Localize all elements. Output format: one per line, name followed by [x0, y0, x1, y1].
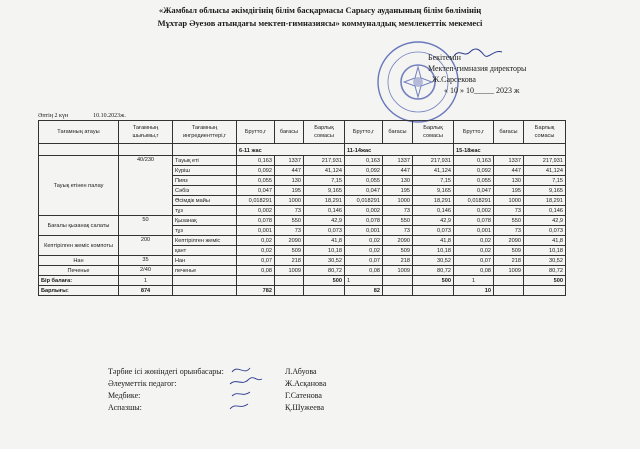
col-dish: Тағамның атауы: [39, 121, 119, 144]
cell-brutto: 0,018291: [454, 196, 494, 206]
cell-price: 73: [275, 206, 304, 216]
total-c2: 82: [345, 286, 383, 296]
cell-total: 217,931: [524, 156, 566, 166]
per-child-label: Бір балаға:: [39, 276, 119, 286]
cell-brutto: 0,08: [454, 266, 494, 276]
cell-total: 80,72: [413, 266, 454, 276]
cell-total: 30,52: [413, 256, 454, 266]
cell-price: 447: [383, 166, 413, 176]
dish-name: Кептірілген жеміс компоты: [39, 236, 119, 256]
cell-brutto: 0,092: [454, 166, 494, 176]
menu-date: 10.10.2023ж.: [93, 113, 126, 119]
col-total-1: Барлық сомасы: [304, 121, 345, 144]
col-price-1: бағасы: [275, 121, 304, 144]
col-brutto-3: Брутто,г: [454, 121, 494, 144]
cell-total: 41,124: [524, 166, 566, 176]
ingredient-name: Нан: [173, 256, 237, 266]
cell-brutto: 0,018291: [345, 196, 383, 206]
total-c3: 10: [454, 286, 494, 296]
table-body: [39, 156, 566, 276]
cell-total: 0,073: [304, 226, 345, 236]
cell-brutto: 0,02: [237, 246, 275, 256]
staff-name: Л.Абуова: [285, 367, 317, 376]
header-line-1: «Жамбыл облысы әкімдігінің білім басқармасы Сарысу ауданының білім бөлімінің: [158, 5, 482, 15]
cell-brutto: 0,055: [454, 176, 494, 186]
col-price-2: бағасы: [383, 121, 413, 144]
cell-price: 1000: [383, 196, 413, 206]
cell-brutto: 0,047: [345, 186, 383, 196]
ingredient-name: Сәбіз: [173, 186, 237, 196]
col-brutto-1: Брутто,г: [237, 121, 275, 144]
cell-total: 0,146: [304, 206, 345, 216]
approval-title: Бекітемін: [428, 53, 461, 62]
cell-total: 41,124: [413, 166, 454, 176]
cell-total: 10,18: [413, 246, 454, 256]
cell-total: 41,8: [413, 236, 454, 246]
cell-brutto: 0,163: [237, 156, 275, 166]
cell-price: 73: [383, 206, 413, 216]
staff-signatures-icon: [228, 364, 268, 414]
per-child-t1: 500: [304, 276, 345, 286]
cell-brutto: 0,047: [237, 186, 275, 196]
cell-total: 80,72: [304, 266, 345, 276]
cell-brutto: 0,055: [345, 176, 383, 186]
cell-price: 1009: [494, 266, 524, 276]
cell-price: 550: [494, 216, 524, 226]
staff-title: Әлеуметтік педагог:: [108, 379, 177, 388]
cell-price: 130: [275, 176, 304, 186]
total-row: [39, 286, 566, 296]
cell-price: 509: [494, 246, 524, 256]
cell-total: 41,8: [304, 236, 345, 246]
cell-brutto: 0,002: [454, 206, 494, 216]
cell-brutto: 0,07: [454, 256, 494, 266]
ingredient-name: печенье: [173, 266, 237, 276]
total-label: Барлығы:: [39, 286, 119, 296]
cell-price: 73: [494, 206, 524, 216]
ingredient-name: Қызанақ: [173, 216, 237, 226]
ingredient-name: Тауық еті: [173, 156, 237, 166]
approval-block: [428, 52, 526, 96]
total-portion: 874: [119, 286, 173, 296]
table-row: [39, 156, 566, 166]
staff-name: Қ.Шужеева: [285, 403, 325, 412]
cell-total: 9,165: [304, 186, 345, 196]
cell-total: 41,124: [304, 166, 345, 176]
cell-total: 41,8: [524, 236, 566, 246]
cell-price: 1009: [275, 266, 304, 276]
age-group-2: 11-14жас: [345, 144, 454, 156]
approval-position: Мектеп-гимназия директоры: [428, 64, 527, 73]
cell-price: 550: [383, 216, 413, 226]
cell-price: 2090: [494, 236, 524, 246]
cell-total: 18,291: [524, 196, 566, 206]
cell-price: 218: [383, 256, 413, 266]
cell-price: 1337: [275, 156, 304, 166]
dish-portion: 35: [119, 256, 173, 266]
dish-name: Нан: [39, 256, 119, 266]
cell-brutto: 0,163: [345, 156, 383, 166]
ingredient-name: Өсімдік майы: [173, 196, 237, 206]
cell-total: 9,165: [413, 186, 454, 196]
cell-total: 0,073: [413, 226, 454, 236]
table-row: [39, 236, 566, 246]
cell-total: 10,18: [304, 246, 345, 256]
cell-total: 7,15: [304, 176, 345, 186]
col-price-3: бағасы: [494, 121, 524, 144]
cell-price: 509: [275, 246, 304, 256]
staff-titles: [108, 366, 224, 414]
cell-brutto: 0,02: [454, 246, 494, 256]
cell-price: 2090: [275, 236, 304, 246]
cell-total: 0,146: [524, 206, 566, 216]
col-portion: Тағамның шығымы,г: [119, 121, 173, 144]
per-child-t3: 500: [524, 276, 566, 286]
cell-brutto: 0,001: [237, 226, 275, 236]
document-header: [100, 4, 540, 30]
approval-name: Ж.Сарсекова: [432, 75, 476, 84]
cell-total: 10,18: [524, 246, 566, 256]
cell-brutto: 0,02: [345, 246, 383, 256]
cell-total: 80,72: [524, 266, 566, 276]
cell-price: 218: [494, 256, 524, 266]
cell-brutto: 0,163: [454, 156, 494, 166]
staff-title: Аспазшы:: [108, 403, 142, 412]
cell-brutto: 0,078: [454, 216, 494, 226]
cell-brutto: 0,018291: [237, 196, 275, 206]
cell-price: 218: [275, 256, 304, 266]
menu-day: Әптің 2 күн: [38, 113, 69, 119]
cell-total: 7,15: [413, 176, 454, 186]
per-child-v3: 1: [454, 276, 494, 286]
ingredient-name: Күріш: [173, 166, 237, 176]
cell-brutto: 0,078: [237, 216, 275, 226]
cell-total: 42,9: [304, 216, 345, 226]
header-line-2: Мұхтар Әуезов атындағы мектеп-гимназиясы» коммуналдық мемлекеттік мекемесі: [157, 18, 483, 28]
cell-brutto: 0,07: [345, 256, 383, 266]
ingredient-name: Кептірілген жеміс: [173, 236, 237, 246]
cell-brutto: 0,078: [345, 216, 383, 226]
dish-portion: 2/40: [119, 266, 173, 276]
per-child-v1: 1: [119, 276, 173, 286]
cell-total: 18,291: [304, 196, 345, 206]
staff-names: [285, 366, 326, 414]
cell-price: 2090: [383, 236, 413, 246]
cell-brutto: 0,08: [345, 266, 383, 276]
cell-price: 130: [383, 176, 413, 186]
dish-name: Тауық етінен палау: [39, 156, 119, 216]
cell-price: 195: [275, 186, 304, 196]
per-child-row: [39, 276, 566, 286]
dish-portion: 40/230: [119, 156, 173, 216]
cell-brutto: 0,092: [237, 166, 275, 176]
cell-total: 0,073: [524, 226, 566, 236]
cell-brutto: 0,055: [237, 176, 275, 186]
staff-name: Г.Сатенова: [285, 391, 322, 400]
cell-price: 1009: [383, 266, 413, 276]
cell-brutto: 0,001: [345, 226, 383, 236]
cell-total: 9,165: [524, 186, 566, 196]
dish-portion: 50: [119, 216, 173, 236]
table-header-row: [39, 121, 566, 144]
approval-date: « 10 » 10_____ 2023 ж: [444, 86, 520, 95]
cell-brutto: 0,047: [454, 186, 494, 196]
cell-price: 1337: [494, 156, 524, 166]
cell-price: 195: [494, 186, 524, 196]
cell-price: 73: [383, 226, 413, 236]
dish-name: Печенье: [39, 266, 119, 276]
cell-price: 195: [383, 186, 413, 196]
menu-date-line: [38, 113, 126, 119]
cell-price: 447: [275, 166, 304, 176]
cell-price: 447: [494, 166, 524, 176]
ingredient-name: қант: [173, 246, 237, 256]
cell-price: 1000: [494, 196, 524, 206]
cell-price: 73: [275, 226, 304, 236]
cell-brutto: 0,02: [454, 236, 494, 246]
col-total-2: Барлық сомасы: [413, 121, 454, 144]
staff-title: Медбике:: [108, 391, 141, 400]
cell-price: 1337: [383, 156, 413, 166]
cell-total: 30,52: [524, 256, 566, 266]
age-group-3: 15-18жас: [454, 144, 566, 156]
staff-name: Ж.Асқанова: [285, 379, 327, 388]
cell-total: 42,9: [524, 216, 566, 226]
table-row: [39, 266, 566, 276]
ingredient-name: тұз: [173, 226, 237, 236]
dish-name: Бағалы қызанақ салаты: [39, 216, 119, 236]
cell-total: 7,15: [524, 176, 566, 186]
age-group-1: 6-11 жас: [237, 144, 345, 156]
col-total-3: Барлық сомасы: [524, 121, 566, 144]
dish-portion: 200: [119, 236, 173, 256]
col-ingredient: Тағамның ингредиенттері,г: [173, 121, 237, 144]
cell-brutto: 0,02: [237, 236, 275, 246]
table-row: [39, 256, 566, 266]
cell-brutto: 0,07: [237, 256, 275, 266]
staff-title: Тәрбие ісі жөніндегі орынбасары:: [108, 367, 224, 376]
cell-price: 550: [275, 216, 304, 226]
cell-brutto: 0,001: [454, 226, 494, 236]
cell-total: 217,931: [413, 156, 454, 166]
cell-total: 217,931: [304, 156, 345, 166]
ingredient-name: Пияз: [173, 176, 237, 186]
cell-total: 0,146: [413, 206, 454, 216]
age-group-row: [39, 144, 566, 156]
cell-brutto: 0,092: [345, 166, 383, 176]
cell-brutto: 0,002: [345, 206, 383, 216]
cell-brutto: 0,08: [237, 266, 275, 276]
cell-brutto: 0,02: [345, 236, 383, 246]
ingredient-name: тұз: [173, 206, 237, 216]
cell-price: 1000: [275, 196, 304, 206]
cell-total: 18,291: [413, 196, 454, 206]
menu-table: [38, 120, 566, 296]
per-child-v2: 1: [345, 276, 383, 286]
table-row: [39, 216, 566, 226]
total-c1: 782: [237, 286, 275, 296]
cell-price: 73: [494, 226, 524, 236]
cell-total: 42,9: [413, 216, 454, 226]
cell-price: 130: [494, 176, 524, 186]
cell-brutto: 0,002: [237, 206, 275, 216]
col-brutto-2: Брутто,г: [345, 121, 383, 144]
cell-price: 509: [383, 246, 413, 256]
per-child-t2: 500: [413, 276, 454, 286]
cell-total: 30,52: [304, 256, 345, 266]
